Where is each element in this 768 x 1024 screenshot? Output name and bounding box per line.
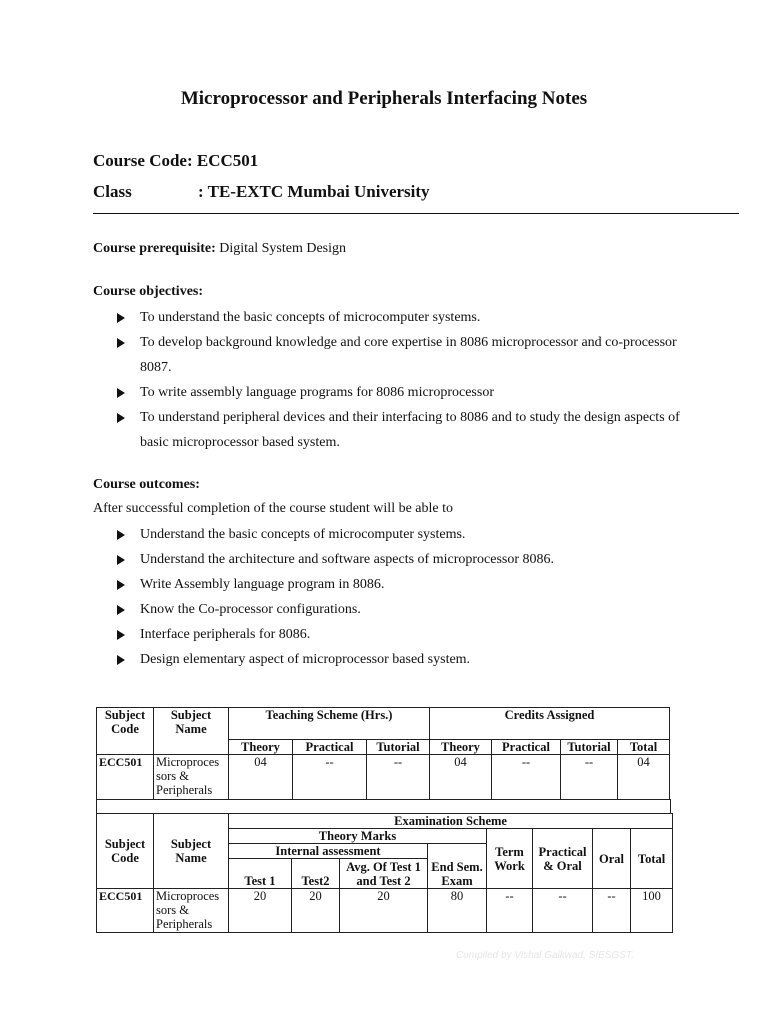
header-tutorial: Tutorial	[367, 740, 430, 755]
header-subject-name: Subject Name	[154, 708, 229, 755]
class-value: : TE-EXTC Mumbai University	[198, 182, 430, 201]
header-practical-oral: Practical & Oral	[533, 829, 593, 889]
header-total: Total	[631, 829, 673, 889]
arrow-bullet-icon	[117, 530, 125, 540]
cell-name: Microproces sors & Peripherals	[154, 889, 229, 933]
header-teaching-scheme: Teaching Scheme (Hrs.)	[229, 708, 430, 740]
header-practical: Practical	[293, 740, 367, 755]
arrow-bullet-icon	[117, 338, 125, 348]
cell-name: Microproces sors & Peripherals	[154, 755, 229, 800]
arrow-bullet-icon	[117, 413, 125, 423]
header-practical: Practical	[492, 740, 561, 755]
header-total: Total	[618, 740, 670, 755]
table-row	[97, 755, 670, 800]
outcomes-heading: Course outcomes:	[93, 477, 200, 492]
prerequisite-label: Course prerequisite:	[93, 241, 216, 256]
list-item: To understand the basic concepts of microcomputer systems.	[140, 305, 685, 330]
arrow-bullet-icon	[117, 630, 125, 640]
cell-end-sem: 80	[428, 889, 487, 933]
cell-code: ECC501	[97, 889, 154, 933]
header-internal-assessment: Internal assessment	[229, 844, 428, 859]
header-oral: Oral	[593, 829, 631, 889]
cell-avg: 20	[340, 889, 428, 933]
header-avg-test: Avg. Of Test 1 and Test 2	[340, 859, 428, 889]
arrow-bullet-icon	[117, 655, 125, 665]
footer-credit: Compiled by Vishal Gaikwad, SIESGST.	[456, 950, 634, 961]
cell-code: ECC501	[97, 755, 154, 800]
header-theory: Theory	[229, 740, 293, 755]
list-item: Understand the basic concepts of microcomputer systems.	[140, 522, 700, 547]
cell-test2: 20	[292, 889, 340, 933]
cell-total: 100	[631, 889, 673, 933]
arrow-bullet-icon	[117, 605, 125, 615]
table-row	[97, 889, 673, 933]
list-item: Write Assembly language program in 8086.	[140, 572, 700, 597]
list-item: Interface peripherals for 8086.	[140, 622, 700, 647]
class-label: Class	[93, 182, 132, 201]
cell-term-work: --	[487, 889, 533, 933]
list-item: Understand the architecture and software aspects of microprocessor 8086.	[140, 547, 700, 572]
header-test2: Test2	[292, 859, 340, 889]
list-item: To develop background knowledge and core expertise in 8086 microprocessor and co-processor 8087.	[140, 330, 685, 380]
header-end-sem-exam: End Sem. Exam	[428, 844, 487, 889]
outcomes-list	[140, 522, 700, 672]
cell-test1: 20	[229, 889, 292, 933]
arrow-bullet-icon	[117, 580, 125, 590]
header-divider	[93, 213, 739, 214]
page-title: Microprocessor and Peripherals Interfacing Notes	[180, 88, 588, 109]
cell-theory: 04	[229, 755, 293, 800]
teaching-scheme-table	[96, 707, 670, 800]
cell-practical: --	[492, 755, 561, 800]
cell-oral: --	[593, 889, 631, 933]
list-item: Design elementary aspect of microprocessor based system.	[140, 647, 700, 672]
cell-practical: --	[293, 755, 367, 800]
header-theory: Theory	[430, 740, 492, 755]
objectives-heading: Course objectives:	[93, 284, 204, 299]
header-subject-code: Subject Code	[97, 708, 154, 755]
prerequisite-line	[93, 241, 346, 257]
list-item: Know the Co-processor configurations.	[140, 597, 700, 622]
header-credits-assigned: Credits Assigned	[430, 708, 670, 740]
header-theory-marks: Theory Marks	[229, 829, 487, 844]
cell-practical-oral: --	[533, 889, 593, 933]
outcomes-intro: After successful completion of the course student will be able to	[93, 501, 454, 516]
arrow-bullet-icon	[117, 555, 125, 565]
header-term-work: Term Work	[487, 829, 533, 889]
prerequisite-value: Digital System Design	[215, 241, 347, 256]
cell-theory: 04	[430, 755, 492, 800]
header-subject-name: Subject Name	[154, 814, 229, 889]
cell-tutorial: --	[561, 755, 618, 800]
header-examination-scheme: Examination Scheme	[229, 814, 673, 829]
cell-tutorial: --	[367, 755, 430, 800]
header-tutorial: Tutorial	[561, 740, 618, 755]
examination-scheme-table	[96, 813, 673, 933]
class-line	[93, 182, 430, 202]
list-item: To write assembly language programs for 8086 microprocessor	[140, 380, 685, 405]
header-subject-code: Subject Code	[97, 814, 154, 889]
arrow-bullet-icon	[117, 313, 125, 323]
header-test1: Test 1	[229, 859, 292, 889]
arrow-bullet-icon	[117, 388, 125, 398]
course-code: Course Code: ECC501	[93, 151, 259, 170]
list-item: To understand peripheral devices and their interfacing to 8086 and to study the design aspects of basic microprocessor based system.	[140, 405, 685, 455]
objectives-list	[140, 305, 685, 455]
cell-total: 04	[618, 755, 670, 800]
table-spacer	[96, 799, 671, 813]
